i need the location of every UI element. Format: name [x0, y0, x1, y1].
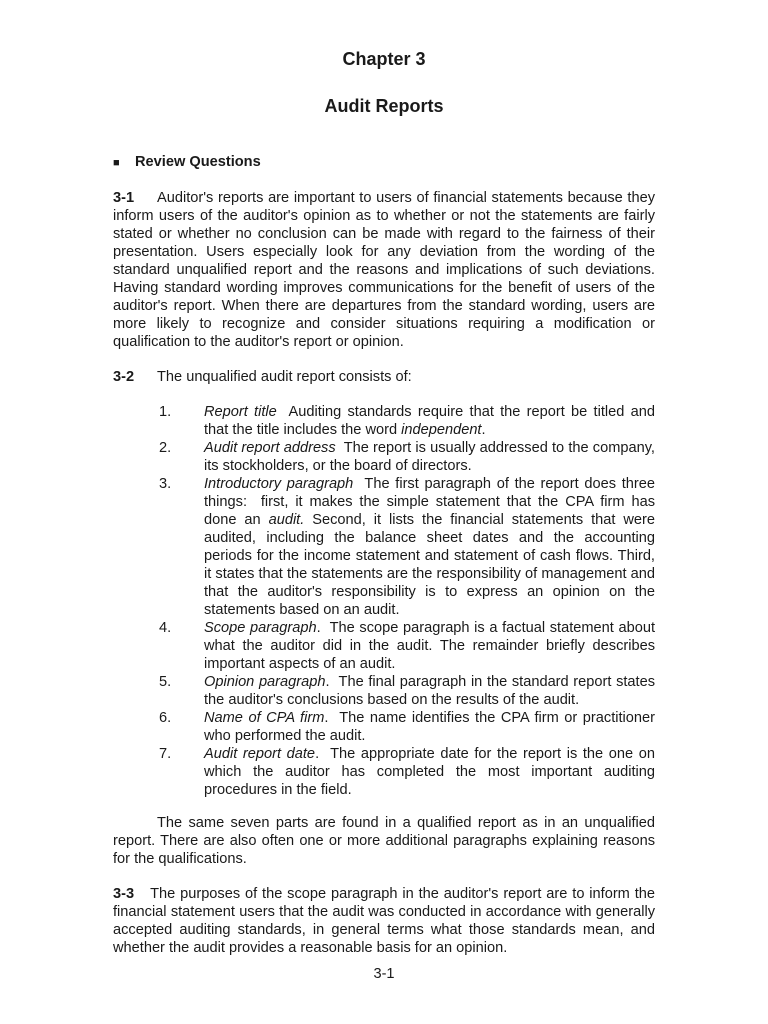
list-number: 1. [159, 404, 172, 420]
list-term: Introductory paragraph [204, 476, 354, 492]
list-text: . The scope paragraph is a factual statement about what the auditor did in the audit. The remainder briefly describes important aspects of an audit. [204, 620, 660, 672]
list-term: Audit report date [204, 746, 316, 762]
list-text: . The appropriate date for the report is the one on which the auditor has completed the most important auditing procedures in the field. [204, 746, 660, 798]
list-number: 7. [159, 746, 172, 762]
list-item [113, 709, 660, 745]
page-number: 3-1 [373, 966, 395, 982]
report-parts-list [113, 403, 660, 799]
list-item [113, 619, 660, 673]
closing-text: The same seven parts are found in a qualified report as in an unqualified report. There are also often one or more additional paragraphs explaining reasons for the qualifications. [113, 815, 655, 867]
question-text: The purposes of the scope paragraph in the auditor's report are to inform the financial statement users that the audit was conducted in accordance with generally accepted auditing standards, in general terms what those standards mean, and whether the audit provides a reasonable basis for an opinion. [113, 886, 655, 956]
question-intro: The unqualified audit report consists of: [157, 369, 412, 385]
question-text: Auditor's reports are important to users of financial statements because they inform users of the auditor's opinion as to whether or not the statements are fairly stated or whether no conclusion can be made with regard to the fairness of their presentation. Users especially look for any deviation from the wording of the standard unqualified report and the reasons and implications of such deviations. Having standard wording improves communications for the benefit of users of the auditor's report. When there are departures from the standard wording, users are more likely to recognize and consider situations requiring a modification or qualification to the auditor's report or opinion. [113, 190, 655, 350]
list-emphasis: audit. [268, 512, 305, 528]
list-item [113, 475, 660, 619]
section-heading-text: Review Questions [135, 154, 261, 170]
list-text-end: . [481, 422, 486, 438]
list-emphasis: independent [401, 422, 482, 438]
list-number: 6. [159, 710, 172, 726]
list-text: . The final paragraph in the standard report states the auditor's conclusions based on the results of the audit. [204, 674, 660, 708]
question-number: 3-2 [113, 369, 135, 385]
list-term: Scope paragraph [204, 620, 317, 636]
list-text: The report is usually addressed to the company, its stockholders, or the board of directors. [204, 440, 660, 474]
question-3-1 [113, 189, 655, 351]
list-item [113, 403, 660, 439]
list-number: 4. [159, 620, 172, 636]
list-text-end: Second, it lists the financial statements that were audited, including the balance sheet dates and the accounting periods for the income statement and statement of cash flows. Third, it states that the statements are the responsibility of management and that the auditor's responsibility is to express an opinion on the statements based on an audit. [204, 512, 655, 618]
list-term: Opinion paragraph [204, 674, 326, 690]
list-term: Audit report address [204, 440, 336, 456]
list-term: Report title [204, 404, 277, 420]
list-item [113, 673, 660, 709]
question-3-2-closing [113, 814, 655, 868]
square-bullet-icon: ■ [113, 157, 120, 169]
list-number: 2. [159, 440, 172, 456]
list-term: Name of CPA firm [204, 710, 325, 726]
list-number: 3. [159, 476, 172, 492]
chapter-heading: Chapter 3 [342, 49, 426, 69]
list-text: The first paragraph of the report does three things: first, it makes the simple statement that the CPA firm has done an [204, 476, 660, 528]
question-number: 3-3 [113, 886, 135, 902]
list-item [113, 439, 660, 475]
list-text: . The name identifies the CPA firm or practitioner who performed the audit. [204, 710, 660, 744]
question-number: 3-1 [113, 190, 135, 206]
list-number: 5. [159, 674, 172, 690]
list-text: Auditing standards require that the report be titled and that the title includes the word [204, 404, 660, 438]
question-3-2 [113, 368, 655, 386]
section-heading [113, 153, 261, 172]
question-3-3 [113, 885, 655, 957]
page-title: Audit Reports [324, 96, 444, 116]
list-item [113, 745, 660, 799]
